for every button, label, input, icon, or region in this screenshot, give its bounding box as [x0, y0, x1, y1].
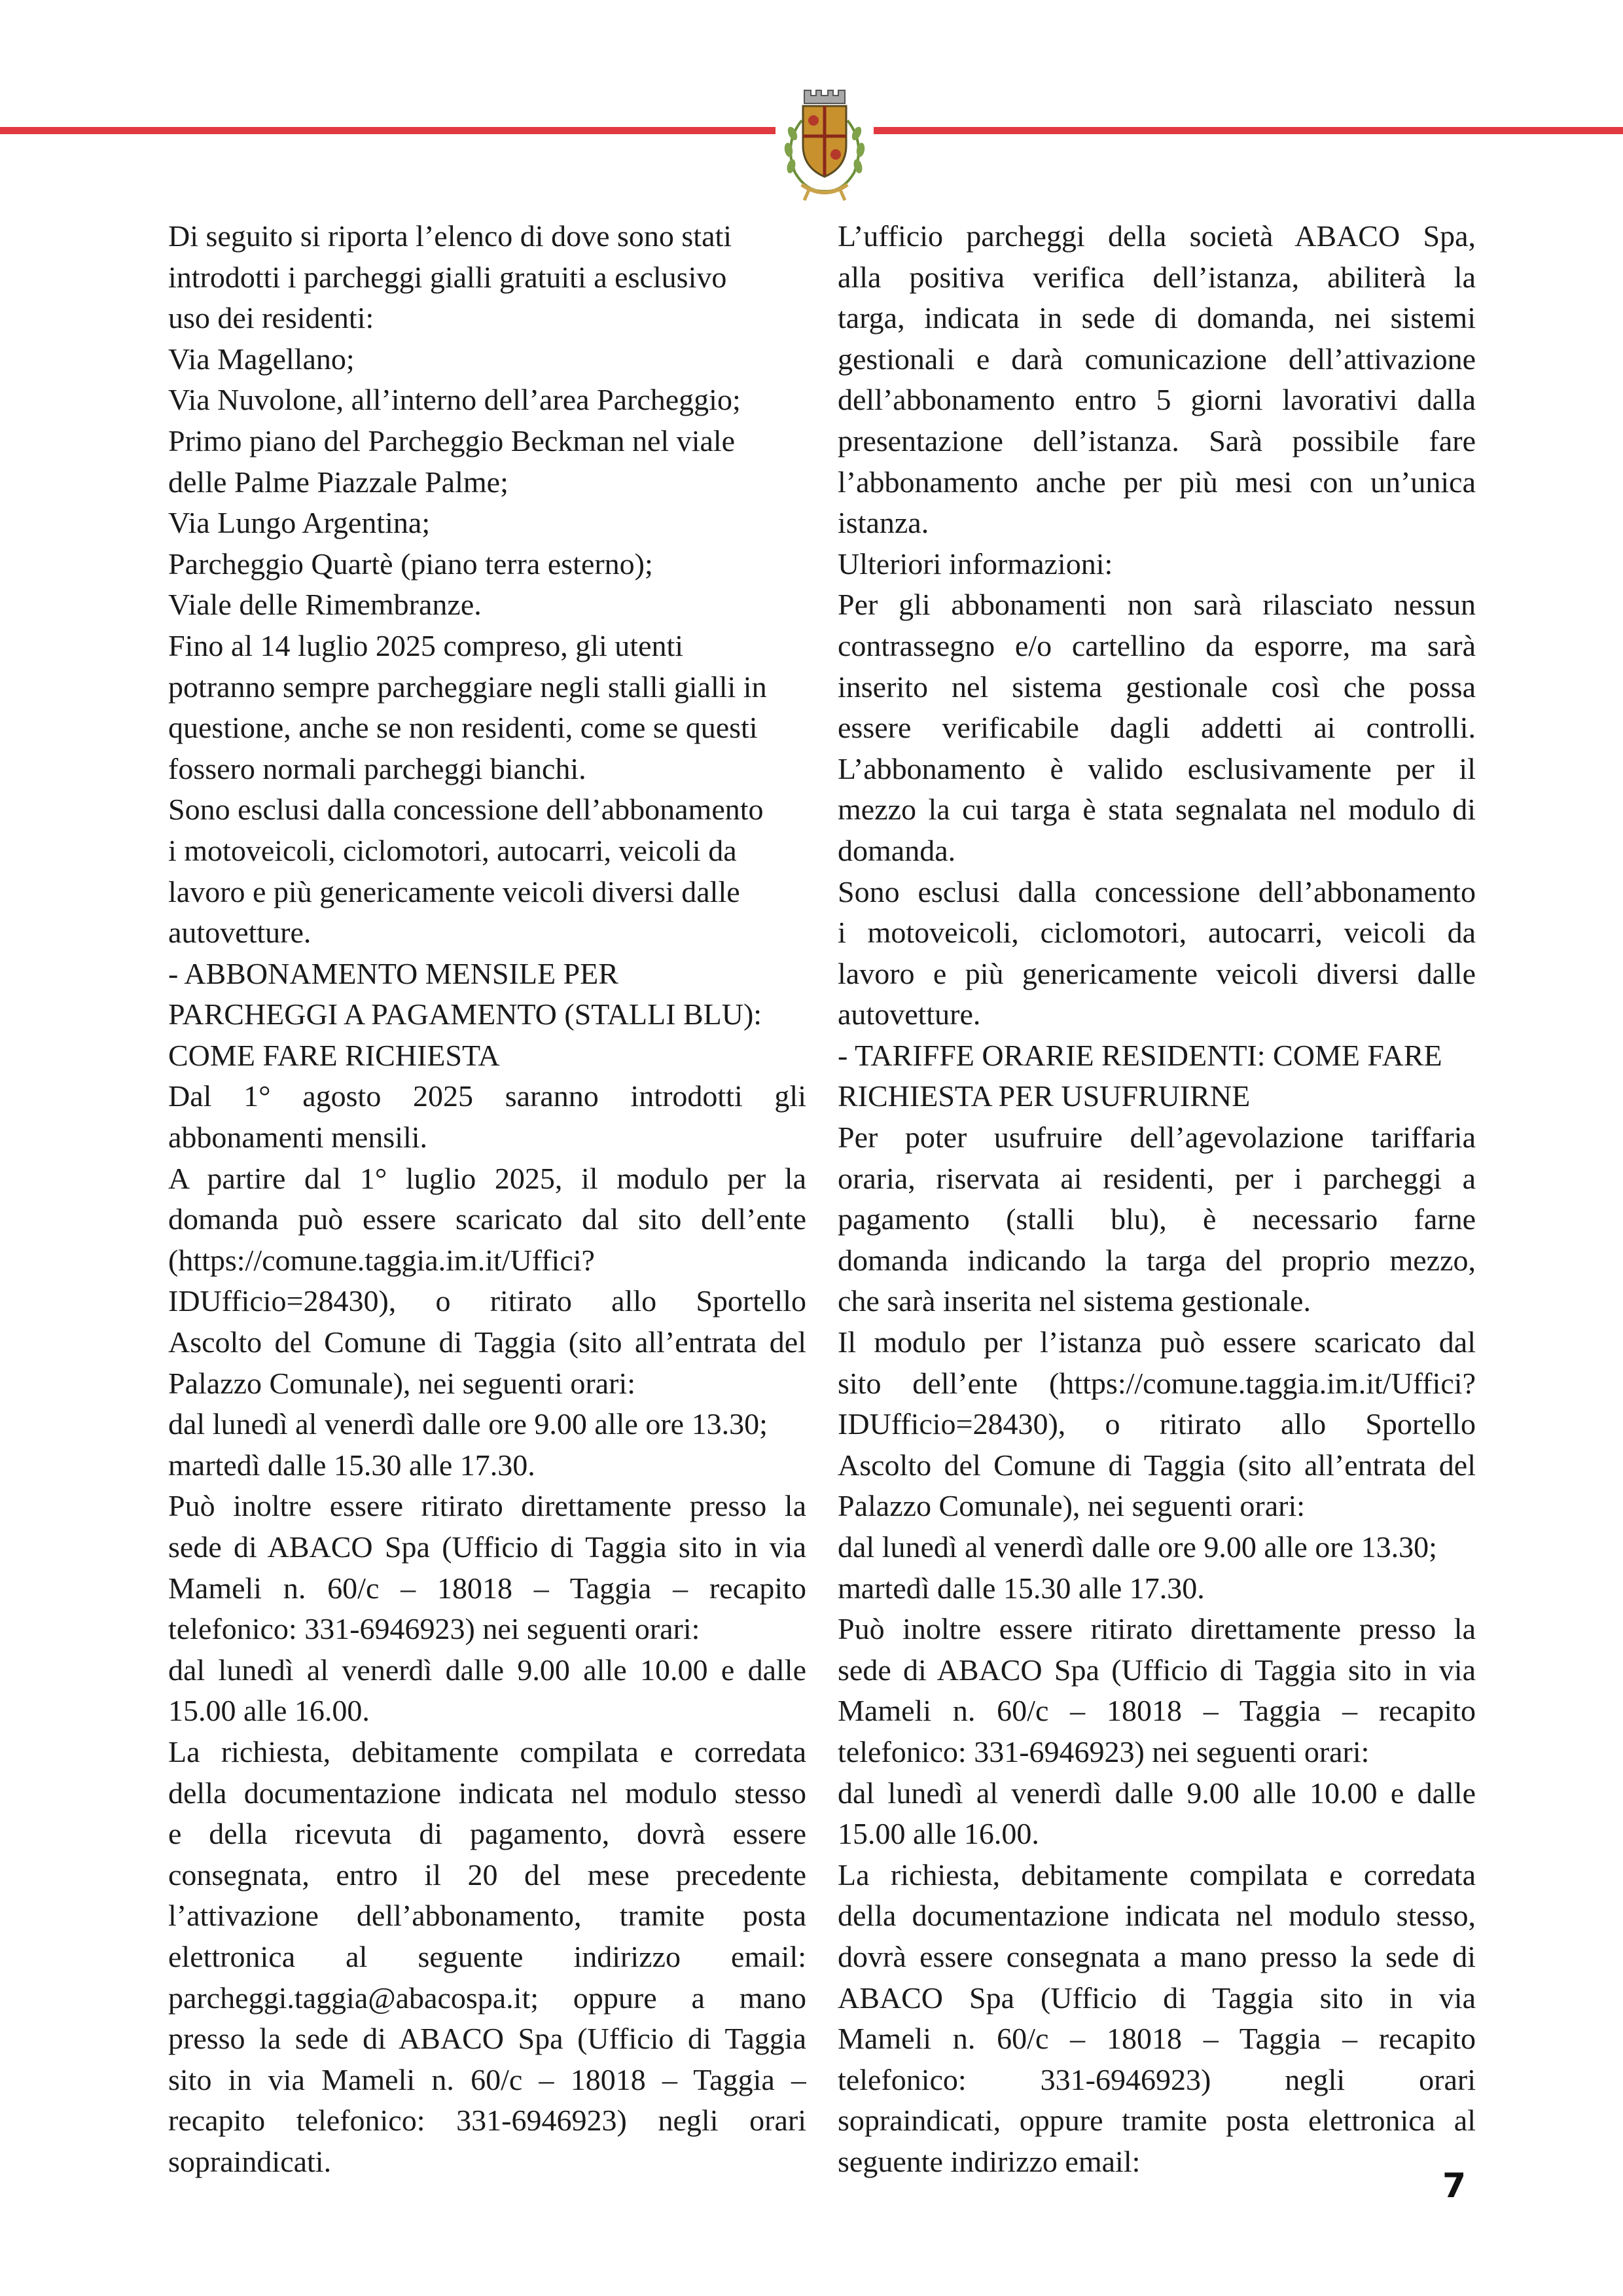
text-line: Per poter usufruire dell’agevolazione tariffaria [838, 1121, 1476, 1155]
text-line: fossero normali parcheggi bianchi. [168, 751, 586, 785]
text-line: autovetture. [168, 916, 312, 950]
text-line: pagamento (stalli blu), è necessario farne [838, 1202, 1476, 1236]
text-line: PARCHEGGI A PAGAMENTO (STALLI BLU): [168, 997, 762, 1031]
text-line: Sono esclusi dalla concessione dell’abbonamento [838, 874, 1476, 908]
text-line: i motoveicoli, ciclomotori, autocarri, veicoli da [168, 833, 737, 867]
text-line: Dal 1° agosto 2025 saranno introdotti gli [168, 1079, 806, 1113]
left-column [168, 216, 806, 2183]
text-line: abbonamenti mensili. [168, 1121, 428, 1155]
text-line: telefonico: 331-6946923) nei seguenti orari: [838, 1734, 1370, 1768]
text-line: presso la sede di ABACO Spa (Ufficio di Taggia [168, 2022, 806, 2056]
page-number: 7 [1442, 2166, 1467, 2206]
text-line: mezzo la cui targa è stata segnalata nel modulo di [838, 793, 1476, 827]
text-line: Ascolto del Comune di Taggia (sito all’entrata del [838, 1448, 1476, 1482]
text-line: (https://comune.taggia.im.it/Uffici? [168, 1243, 595, 1277]
text-line: lavoro e più genericamente veicoli diversi dalle [168, 874, 740, 908]
header-rule-left [0, 127, 776, 134]
text-line: Sono esclusi dalla concessione dell’abbonamento [168, 793, 764, 827]
text-line: Ascolto del Comune di Taggia (sito all’entrata del [168, 1325, 806, 1359]
text-line: potranno sempre parcheggiare negli stalli gialli in [168, 670, 767, 704]
text-line: - ABBONAMENTO MENSILE PER [168, 956, 618, 990]
text-line: elettronica al seguente indirizzo email: [168, 1939, 806, 1973]
text-line: dal lunedì al venerdì dalle 9.00 alle 10.00 e dalle [168, 1653, 806, 1687]
text-line: parcheggi.taggia@abacospa.it; oppure a mano [168, 1981, 806, 2015]
text-line: dal lunedì al venerdì dalle 9.00 alle 10.00 e dalle [838, 1776, 1476, 1810]
text-line: Mameli n. 60/c – 18018 – Taggia – recapito [838, 2022, 1476, 2056]
text-line: ABACO Spa (Ufficio di Taggia sito in via [838, 1981, 1476, 2015]
text-line: martedì dalle 15.30 alle 17.30. [168, 1448, 535, 1482]
text-line: della documentazione indicata nel modulo stesso [168, 1776, 806, 1810]
text-line: e della ricevuta di pagamento, dovrà essere [168, 1817, 806, 1851]
text-line: 15.00 alle 16.00. [168, 1694, 370, 1728]
text-line: Per gli abbonamenti non sarà rilasciato nessun [838, 588, 1476, 622]
text-line: La richiesta, debitamente compilata e corredata [838, 1857, 1476, 1892]
text-line: L’ufficio parcheggi della società ABACO Spa, [838, 219, 1476, 253]
text-line: Primo piano del Parcheggio Beckman nel viale [168, 423, 736, 457]
header-rule-right [874, 127, 1623, 134]
text-line: Via Lungo Argentina; [168, 506, 431, 540]
text-line: Mameli n. 60/c – 18018 – Taggia – recapito [168, 1571, 806, 1605]
text-line: domanda indicando la targa del proprio mezzo, [838, 1243, 1476, 1277]
text-line: che sarà inserita nel sistema gestionale. [838, 1284, 1311, 1318]
text-line: consegnata, entro il 20 del mese precedente [168, 1857, 806, 1892]
text-line: IDUfficio=28430), o ritirato allo Sportello [838, 1407, 1476, 1441]
text-line: autovetture. [838, 997, 981, 1031]
text-line: questione, anche se non residenti, come se questi [168, 711, 758, 745]
text-line: Palazzo Comunale), nei seguenti orari: [168, 1366, 636, 1400]
text-line: della documentazione indicata nel modulo stesso, [838, 1899, 1476, 1933]
right-column [838, 216, 1476, 2183]
text-line: Può inoltre essere ritirato direttamente presso la [168, 1489, 806, 1523]
text-line: istanza. [838, 506, 929, 540]
text-line: Il modulo per l’istanza può essere scaricato dal [838, 1325, 1476, 1359]
text-line: essere verificabile dagli addetti ai controlli. [838, 711, 1476, 745]
text-line: l’abbonamento anche per più mesi con un’unica [838, 465, 1476, 499]
text-line: dal lunedì al venerdì dalle ore 9.00 alle ore 13.30; [838, 1530, 1437, 1564]
text-line: delle Palme Piazzale Palme; [168, 465, 508, 499]
text-line: dovrà essere consegnata a mano presso la sede di [838, 1939, 1476, 1973]
text-line: Via Nuvolone, all’interno dell’area Parcheggio; [168, 383, 741, 417]
text-line: oraria, riservata ai residenti, per i parcheggi a [838, 1161, 1476, 1195]
text-line: RICHIESTA PER USUFRUIRNE [838, 1079, 1251, 1113]
text-line: Via Magellano; [168, 342, 355, 376]
text-line: Parcheggio Quartè (piano terra esterno); [168, 547, 653, 581]
text-line: sopraindicati. [168, 2144, 332, 2178]
text-line: dal lunedì al venerdì dalle ore 9.00 alle ore 13.30; [168, 1407, 768, 1441]
text-line: seguente indirizzo email: [838, 2144, 1141, 2178]
text-line: Palazzo Comunale), nei seguenti orari: [838, 1489, 1306, 1523]
text-line: introdotti i parcheggi gialli gratuiti a esclusivo [168, 260, 727, 294]
text-line: La richiesta, debitamente compilata e corredata [168, 1734, 806, 1768]
text-line: martedì dalle 15.30 alle 17.30. [838, 1571, 1205, 1605]
text-line: sito in via Mameli n. 60/c – 18018 – Taggia – [168, 2062, 806, 2096]
text-line: COME FARE RICHIESTA [168, 1038, 500, 1072]
text-line: A partire dal 1° luglio 2025, il modulo per la [168, 1161, 806, 1195]
text-line: - TARIFFE ORARIE RESIDENTI: COME FARE [838, 1038, 1442, 1072]
text-line: sede di ABACO Spa (Ufficio di Taggia sito in via [838, 1653, 1476, 1687]
text-line: sede di ABACO Spa (Ufficio di Taggia sito in via [168, 1530, 806, 1564]
text-line: presentazione dell’istanza. Sarà possibile fare [838, 423, 1476, 457]
text-line: domanda può essere scaricato dal sito dell’ente [168, 1202, 806, 1236]
text-line: i motoveicoli, ciclomotori, autocarri, veicoli da [838, 916, 1476, 950]
text-line: L’abbonamento è valido esclusivamente per il [838, 751, 1476, 785]
text-line: 15.00 alle 16.00. [838, 1817, 1039, 1851]
text-line: lavoro e più genericamente veicoli diversi dalle [838, 956, 1476, 990]
text-line: inserito nel sistema gestionale così che possa [838, 670, 1476, 704]
text-line: telefonico: 331-6946923) negli orari [838, 2062, 1476, 2096]
text-line: dell’abbonamento entro 5 giorni lavorativi dalla [838, 383, 1476, 417]
text-line: recapito telefonico: 331-6946923) negli orari [168, 2104, 806, 2138]
text-line: telefonico: 331-6946923) nei seguenti orari: [168, 1612, 700, 1646]
text-line: domanda. [838, 833, 956, 867]
text-line: IDUfficio=28430), o ritirato allo Sportello [168, 1284, 806, 1318]
taggia-coat-of-arms-icon [776, 81, 874, 206]
text-line: targa, indicata in sede di domanda, nei sistemi [838, 301, 1476, 335]
text-line: Mameli n. 60/c – 18018 – Taggia – recapito [838, 1694, 1476, 1728]
text-line: gestionali e darà comunicazione dell’attivazione [838, 342, 1476, 376]
text-line: uso dei residenti: [168, 301, 374, 335]
text-line: Ulteriori informazioni: [838, 547, 1113, 581]
text-line: sopraindicati, oppure tramite posta elettronica al [838, 2104, 1476, 2138]
text-line: contrassegno e/o cartellino da esporre, ma sarà [838, 628, 1476, 662]
text-line: sito dell’ente (https://comune.taggia.im.it/Uffici? [838, 1366, 1476, 1400]
text-line: alla positiva verifica dell’istanza, abiliterà la [838, 260, 1476, 294]
text-line: l’attivazione dell’abbonamento, tramite posta [168, 1899, 806, 1933]
text-line: Viale delle Rimembranze. [168, 588, 482, 622]
text-line: Può inoltre essere ritirato direttamente presso la [838, 1612, 1476, 1646]
text-line: Di seguito si riporta l’elenco di dove sono stati [168, 219, 732, 253]
text-line: Fino al 14 luglio 2025 compreso, gli utenti [168, 628, 684, 662]
